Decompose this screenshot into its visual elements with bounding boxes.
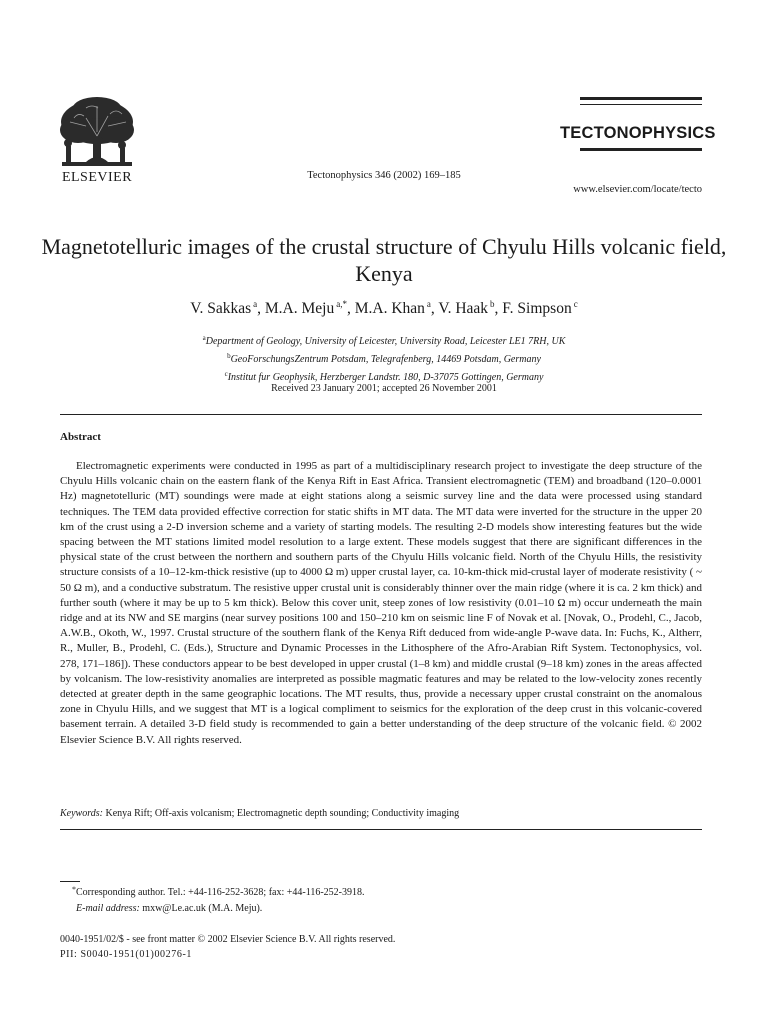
abstract-body: Electromagnetic experiments were conducted in 1995 as part of a multidisciplinary research project to investigate the deep structure of the Chyulu Hills volcanic chain on the eastern flank of the Kenya Rift in East Africa. Transient electromagnetic (TEM) and broadband (120–0.0001 Hz) magnetotelluric (MT) soundings were made at eight stations along a seismic survey line and the data were processed using standard techniques. The TEM data provided effective correction for static shifts in MT data. The MT data were inverted for the structure in the upper 20 km of the crust using a 2-D inversion scheme and a variety of starting models. The resulting 2-D models show interesting features but the wide spacing between the MT stations limited model resolution to a large extent. These models suggest that there are significant differences in the physical state of the crust between the northern and southern parts of the Chyulu Hills volcanic field. North of the Chyulu Hills, the resistivity structure consists of a 10–12-km-thick resistive (up to 4000 Ω m) upper crustal layer, ca. 10-km-thick mid-crustal layer of moderate resistivity ( ~ 50 Ω m), and a conductive substratum. The resistive upper crustal unit is considerably thinner over the main ridge (where it is ca. 2 km thick) and further south (where it may be up to 5 km thick). Below this cover unit, steep zones of low resistivity (0.01–10 Ω m) occur underneath the main ridge and at its NW and SE margins (near survey positions 100 and 150–210 km on seismic line F of Novak et al. [Novak, O., Prodehl, C., Jacob, A.W.B., Okoth, W., 1997. Crustal structure of the southern flank of the Kenya Rift deduced from wide-angle P-wave data. In: Fuchs, K., Altherr, R., Muller, B., Prodehl, C. (Eds.), Structure and Dynamic Processes in the Lithosphere of the Afro-Arabian Rift System. Tectonophysics, vol. 278, 171–186]). These conductors appear to be best developed in upper crustal (1–8 km) and middle crustal (9–18 km) zones in the areas affected by volcanism. The low-resistivity anomalies are interpreted as possible magmatic features and may be related to the low-velocity zones recently detected at greater depth in the same geographic locations. The MT results, thus, provide a necessary upper crustal constraint on the anomalous zone in Chyulu Hills, and we suggest that MT is a logical compliment to seismics for the exploration of the deep crust in this volcanic-covered basement terrain. A detailed 3-D field study is recommended to gain a better understanding of the deep structure of the volcanic field. © 2002 Elsevier Science B.V. All rights reserved. [60,460,702,746]
keywords [60,808,459,819]
abstract-bottom-rule [60,829,702,830]
email-footnote [76,903,262,914]
affiliation: $^c$Institut fur Geophysik, Herzberger Landstr. 180, D-37075 Gottingen, Germany [224,370,544,383]
author: F. Simpson $^c$ [502,299,578,317]
publisher-name: ELSEVIER [61,170,133,185]
keywords-label: Keywords: [60,808,103,819]
header-rule [580,148,702,151]
keywords-text: Kenya Rift; Off-axis volcanism; Electromagnetic depth sounding; Conductivity imaging [105,808,460,819]
footnote-rule [60,881,80,882]
email-address[interactable]: mxw@Le.ac.uk (M.A. Meju). [142,903,263,914]
author: M.A. Khan $^a$ [354,299,431,317]
pii-line: PII: S0040-1951(01)00276-1 [60,949,192,960]
email-label: E-mail address: [76,903,140,914]
copyright-line: 0040-1951/02/$ - see front matter © 2002 Elsevier Science B.V. All rights reserved. [60,934,396,945]
corresponding-author-text: Corresponding author. Tel.: +44-116-252-3628; fax: +44-116-252-3918. [76,887,365,898]
abstract-heading: Abstract [60,431,101,443]
header-rule [580,104,702,105]
journal-name: TECTONOPHYSICS [560,124,716,142]
header-rule [580,97,702,100]
author-list: V. Sakkas $^a$, M.A. Meju $^{a,*}$, M.A. Khan $^a$, V. Haak $^b$, F. Simpson $^c$ [190,299,578,317]
author: V. Haak $^b$ [438,299,495,317]
corresponding-author-footnote [72,885,365,898]
received-accepted-dates: Received 23 January 2001; accepted 26 November 2001 [271,383,497,394]
journal-url[interactable]: www.elsevier.com/locate/tecto [573,184,702,195]
author: V. Sakkas $^a$ [190,299,258,317]
article-title: Magnetotelluric images of the crustal structure of Chyulu Hills volcanic field, Kenya [41,234,727,286]
journal-citation: Tectonophysics 346 (2002) 169–185 [307,170,461,181]
affiliation: $^b$GeoForschungsZentrum Potsdam, Telegrafenberg, 14469 Potsdam, Germany [227,352,541,365]
affiliation-list [0,331,768,385]
author: M.A. Meju $^{a,*}$ [264,299,347,317]
abstract-top-rule [60,414,702,415]
affiliation: $^a$Department of Geology, University of Leicester, University Road, Leicester LE1 7RH, UK [202,334,566,347]
footnote-mark: * [72,885,76,894]
